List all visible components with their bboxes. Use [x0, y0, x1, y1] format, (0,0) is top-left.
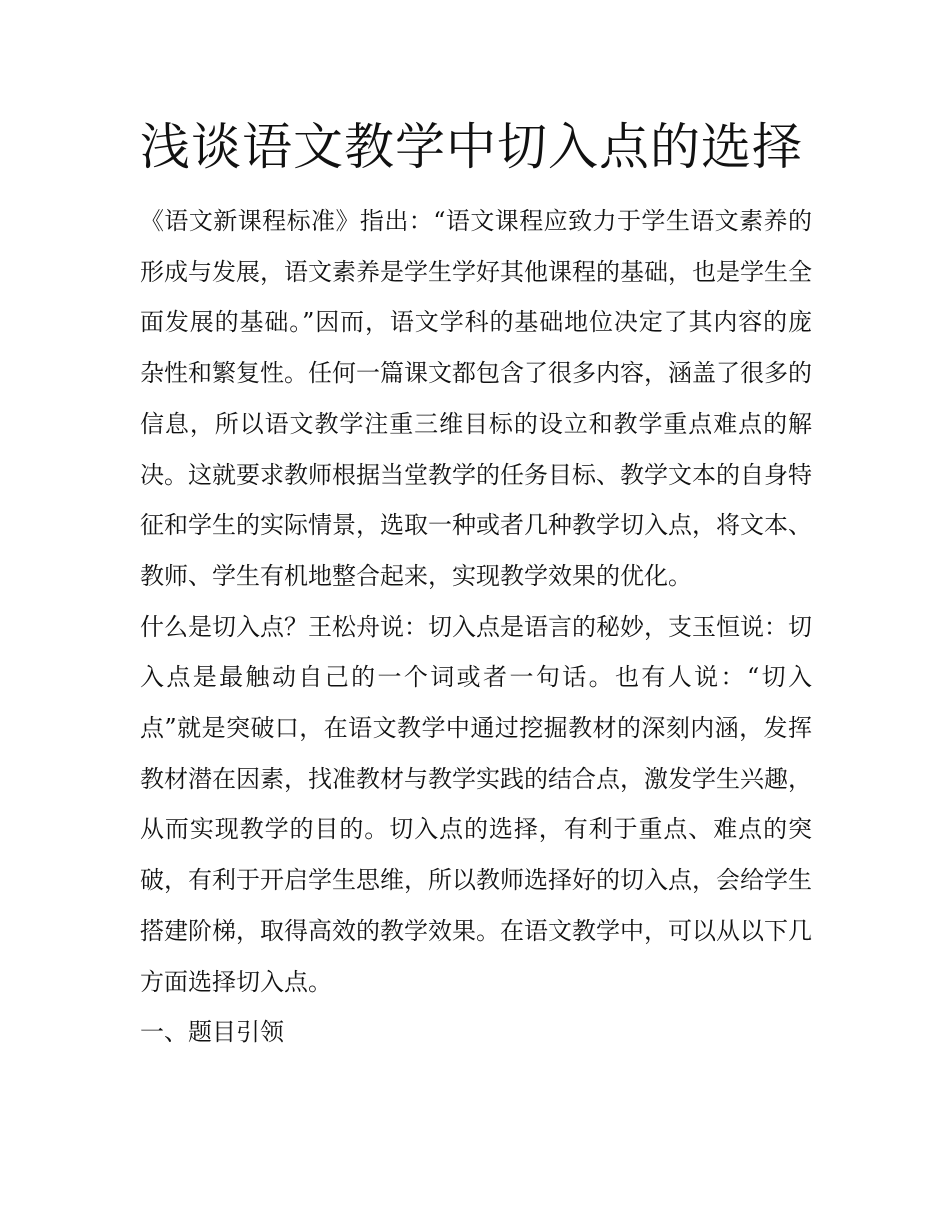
paragraph-definition: 什么是切入点？王松舟说：切入点是语言的秘妙，支玉恒说：切入点是最触动自己的一个词或者一句话。也有人说：“切入点”就是突破口，在语文教学中通过挖掘教材的深刻内涵，发挥教材潜在因素，找准教材与教学实践的结合点，激发学生兴趣，从而实现教学的目的。切入点的选择，有利于重点、难点的突破，有利于开启学生思维，所以教师选择好的切入点，会给学生搭建阶梯，取得高效的教学效果。在语文教学中，可以从以下几方面选择切入点。	[140, 612, 812, 996]
section-heading: 一、题目引领	[140, 1018, 284, 1047]
paragraph-intro: 《语文新课程标准》指出：“语文课程应致力于学生语文素养的形成与发展，语文素养是学生学好其他课程的基础，也是学生全面发展的基础。”因而，语文学科的基础地位决定了其内容的庞杂性和繁复性。任何一篇课文都包含了很多内容，涵盖了很多的信息，所以语文教学注重三维目标的设立和教学重点难点的解决。这就要求教师根据当堂教学的任务目标、教学文本的自身特征和学生的实际情景，选取一种或者几种教学切入点，将文本、教师、学生有机地整合起来，实现教学效果的优化。	[140, 207, 812, 590]
document-title: 浅谈语文教学中切入点的选择	[140, 118, 803, 176]
document-page	[140, 110, 812, 1058]
